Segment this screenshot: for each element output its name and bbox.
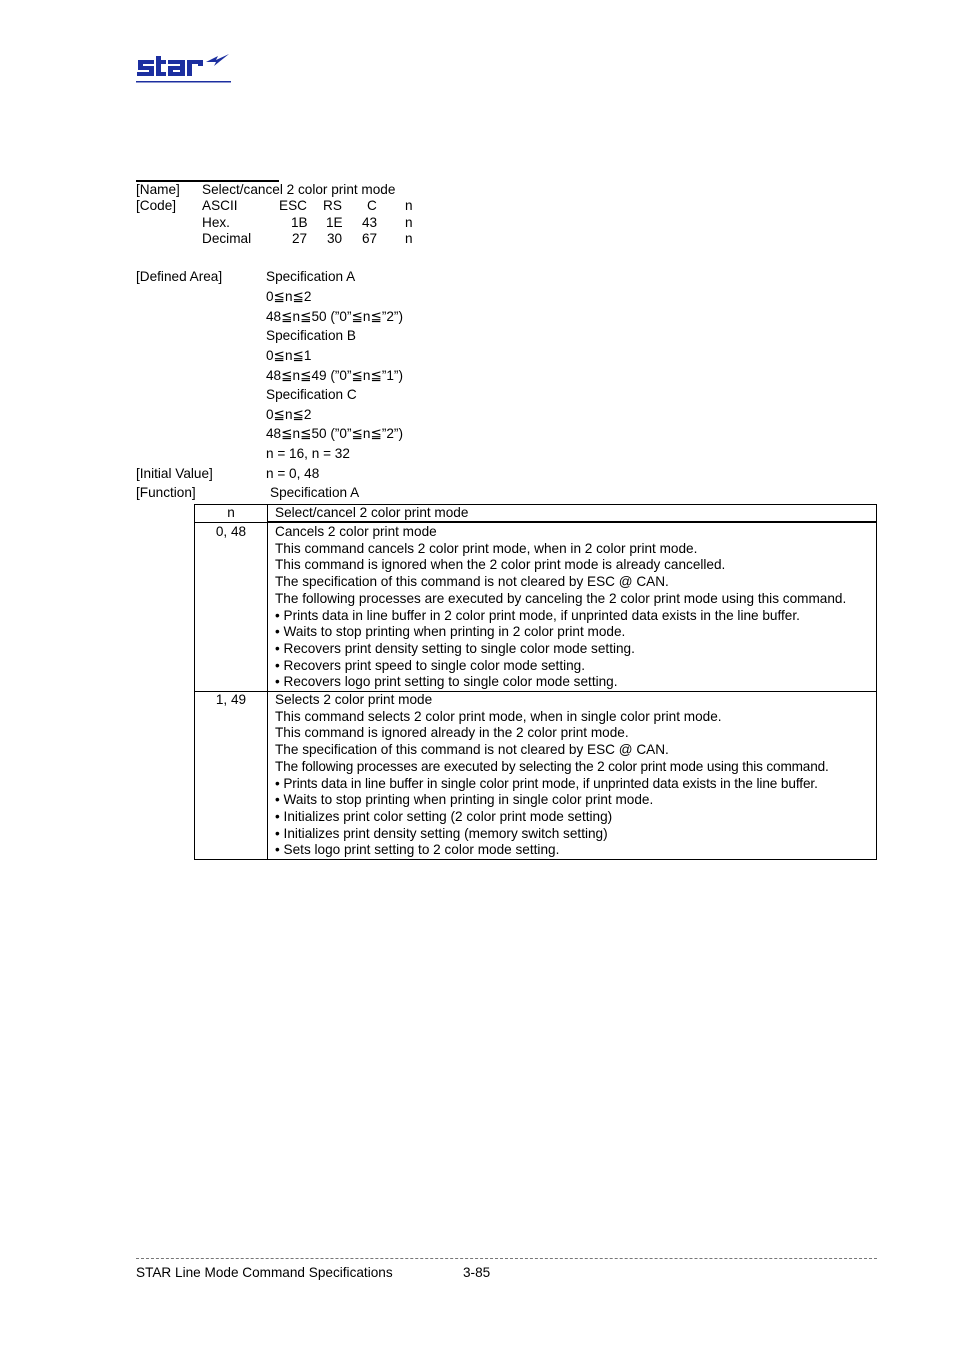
- defined-area-line: 48≦n≦50 (”0”≦n≦”2”): [266, 309, 403, 324]
- bullet-item: • Recovers logo print setting to single color mode setting.: [275, 674, 618, 690]
- row-description: [268, 692, 877, 860]
- bullet-item: • Recovers print speed to single color mode setting.: [275, 657, 586, 673]
- description-line: This command cancels 2 color print mode, when in 2 color print mode.: [275, 540, 698, 556]
- function-table: [194, 504, 877, 860]
- function-spec: Specification A: [270, 485, 360, 500]
- code-value: 30: [327, 231, 343, 246]
- header-n: n: [195, 505, 268, 523]
- function-label: [Function]: [136, 485, 196, 500]
- description-line: Cancels 2 color print mode: [275, 524, 437, 539]
- code-value: n: [405, 215, 413, 230]
- initial-value: n = 0, 48: [266, 466, 320, 481]
- description-line: The following processes are executed by canceling the 2 color print mode using this command.: [275, 590, 847, 606]
- defined-area-label: [Defined Area]: [136, 269, 223, 284]
- bullet-item: • Initializes print density setting (memory switch setting): [275, 825, 608, 841]
- command-name: Select/cancel 2 color print mode: [202, 182, 396, 197]
- bullet-item: • Prints data in line buffer in single color print mode, if unprinted data exists in the line buffer.: [275, 775, 818, 791]
- footer-title: STAR Line Mode Command Specifications: [136, 1265, 393, 1280]
- code-value: 1B: [291, 215, 308, 230]
- footer-divider: [136, 1258, 877, 1259]
- row-n: 0, 48: [195, 522, 268, 692]
- bullet-item: • Recovers print density setting to single color mode setting.: [275, 640, 635, 656]
- bullet-item: • Waits to stop printing when printing in 2 color print mode.: [275, 624, 626, 640]
- code-value: ESC: [279, 198, 307, 213]
- defined-area-line: n = 16, n = 32: [266, 446, 350, 461]
- row-description: [268, 522, 877, 692]
- code-value: RS: [323, 198, 342, 213]
- code-value: 67: [362, 231, 378, 246]
- description-line: This command is ignored already in the 2 color print mode.: [275, 725, 629, 741]
- code-value: n: [405, 198, 413, 213]
- bullet-item: • Initializes print color setting (2 color print mode setting): [275, 808, 613, 824]
- defined-area-line: Specification A: [266, 269, 356, 284]
- defined-area-line: 48≦n≦50 (”0”≦n≦”2”): [266, 426, 403, 441]
- code-row-label: Decimal: [202, 231, 252, 246]
- bullet-item: • Waits to stop printing when printing in single color print mode.: [275, 792, 654, 808]
- code-value: 43: [362, 215, 378, 230]
- defined-area-line: Specification B: [266, 328, 356, 343]
- code-row-label: Hex.: [202, 215, 230, 230]
- star-logo: [136, 52, 232, 87]
- description-line: This command selects 2 color print mode, when in single color print mode.: [275, 708, 722, 724]
- defined-area-line: 0≦n≦2: [266, 289, 312, 304]
- code-value: n: [405, 231, 413, 246]
- initial-value-label: [Initial Value]: [136, 466, 213, 481]
- code-label: [Code]: [136, 198, 177, 213]
- description-line: This command is ignored when the 2 color print mode is already cancelled.: [275, 557, 726, 573]
- description-line: The following processes are executed by selecting the 2 color print mode using this command.: [275, 758, 829, 774]
- defined-area-line: 48≦n≦49 (”0”≦n≦”1”): [266, 368, 403, 383]
- row-n: 1, 49: [195, 692, 268, 860]
- defined-area-line: Specification C: [266, 387, 357, 402]
- code-value: C: [367, 198, 377, 213]
- description-line: The specification of this command is not cleared by ESC @ CAN.: [275, 574, 669, 590]
- code-value: 1E: [326, 215, 343, 230]
- code-value: 27: [292, 231, 308, 246]
- description-line: The specification of this command is not cleared by ESC @ CAN.: [275, 742, 669, 758]
- table-header-row: [195, 505, 877, 523]
- table-row: [195, 692, 877, 860]
- header-description: Select/cancel 2 color print mode: [268, 505, 877, 523]
- page-number: 3-85: [463, 1265, 491, 1280]
- defined-area-line: 0≦n≦1: [266, 348, 312, 363]
- defined-area-line: 0≦n≦2: [266, 407, 312, 422]
- name-label: [Name]: [136, 182, 180, 197]
- code-row-label: ASCII: [202, 198, 238, 213]
- description-line: Selects 2 color print mode: [275, 692, 433, 708]
- bullet-item: • Prints data in line buffer in 2 color print mode, if unprinted data exists in the line buffer.: [275, 607, 800, 623]
- table-row: [195, 522, 877, 692]
- bullet-item: • Sets logo print setting to 2 color mode setting.: [275, 842, 560, 858]
